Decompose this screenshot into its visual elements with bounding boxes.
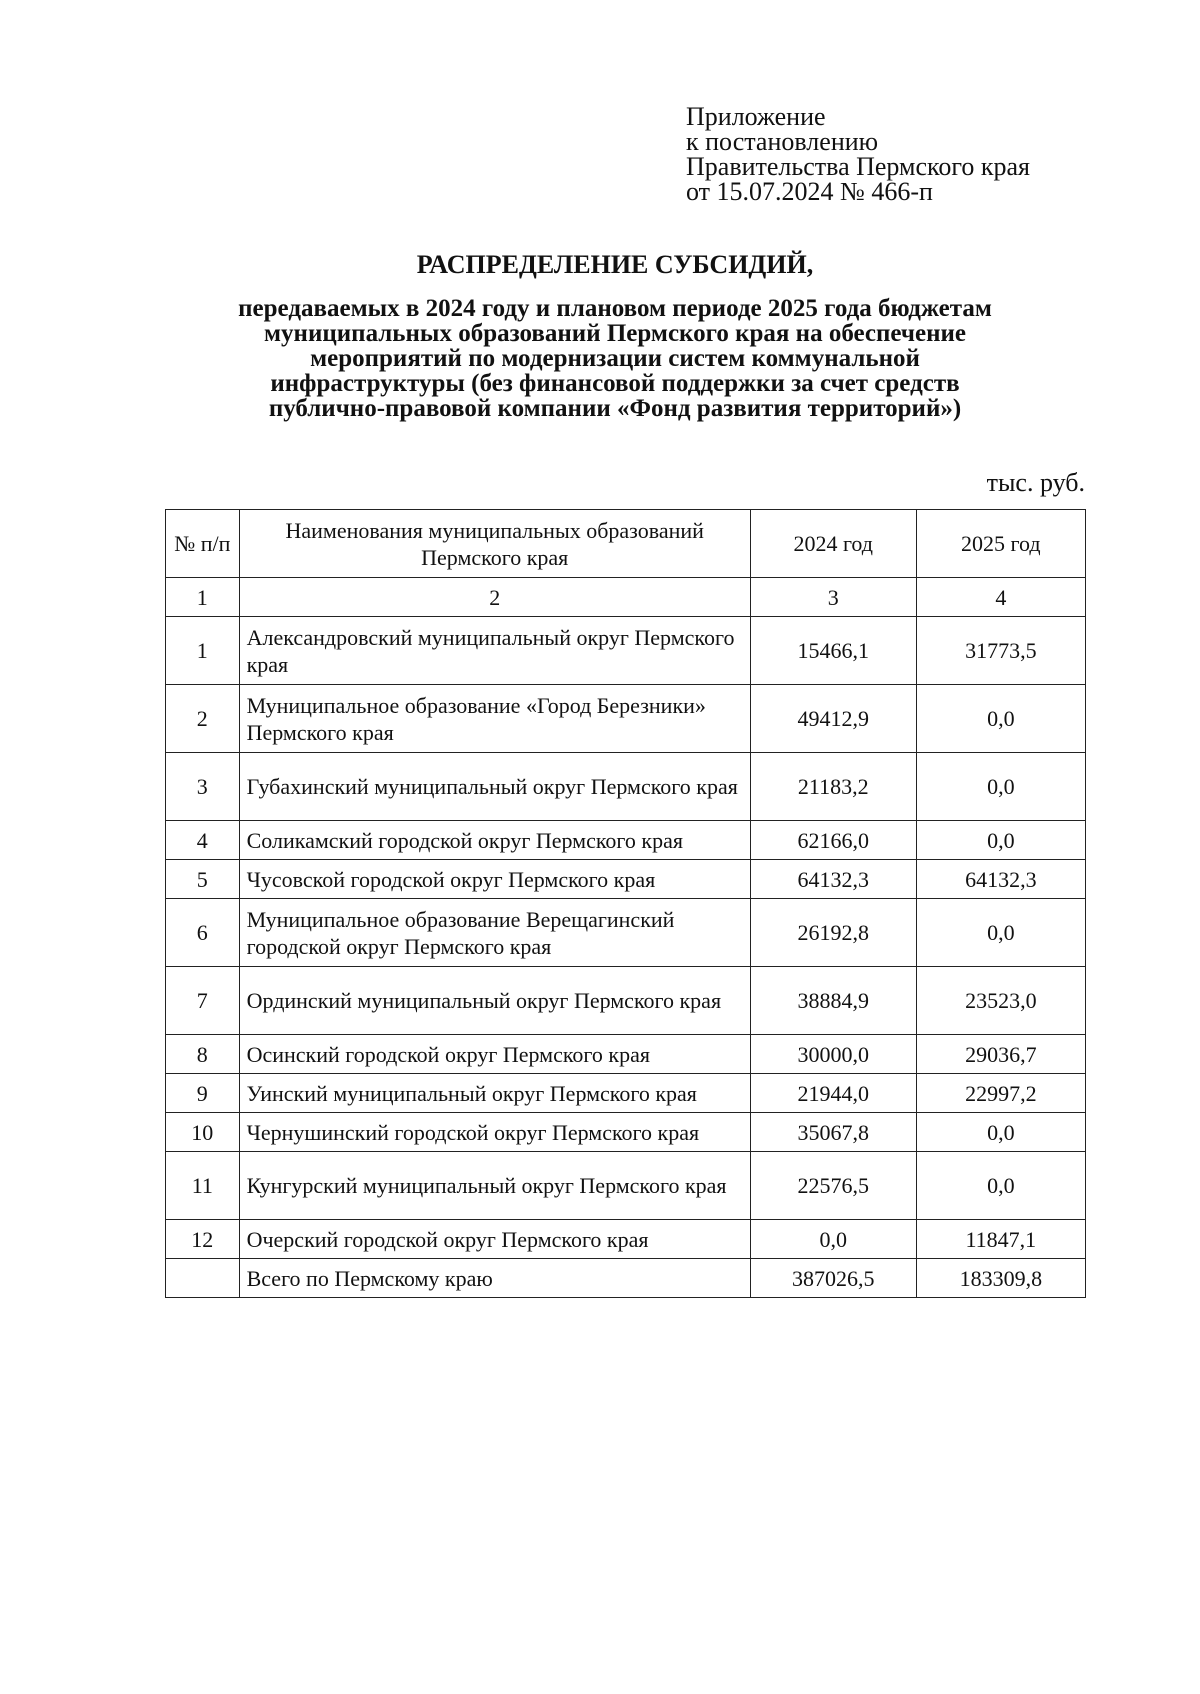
table-row bbox=[166, 899, 1086, 967]
header-name: Наименования муниципальных образований Пермского края bbox=[239, 510, 750, 578]
row-num: 4 bbox=[166, 821, 240, 860]
row-2024: 0,0 bbox=[750, 1220, 916, 1259]
row-num: 12 bbox=[166, 1220, 240, 1259]
row-num: 9 bbox=[166, 1074, 240, 1113]
row-2025: 0,0 bbox=[916, 1152, 1085, 1220]
row-2025: 31773,5 bbox=[916, 617, 1085, 685]
row-2024: 26192,8 bbox=[750, 899, 916, 967]
row-2025: 64132,3 bbox=[916, 860, 1085, 899]
document-title: РАСПРЕДЕЛЕНИЕ СУБСИДИЙ, bbox=[416, 250, 814, 279]
header-2025: 2025 год bbox=[916, 510, 1085, 578]
subtitle-line: передаваемых в 2024 году и плановом периоде 2025 года бюджетам bbox=[238, 295, 992, 322]
subtitle-line: публично-правовой компании «Фонд развития территорий») bbox=[268, 395, 962, 422]
row-num: 6 bbox=[166, 899, 240, 967]
header-2024: 2024 год bbox=[750, 510, 916, 578]
row-2024: 35067,8 bbox=[750, 1113, 916, 1152]
row-name: Уинский муниципальный округ Пермского края bbox=[239, 1074, 750, 1113]
total-label: Всего по Пермскому краю bbox=[239, 1259, 750, 1298]
table-row bbox=[166, 685, 1086, 753]
document-subtitle bbox=[150, 296, 1080, 421]
row-name: Ординский муниципальный округ Пермского края bbox=[239, 967, 750, 1035]
row-2025: 0,0 bbox=[916, 821, 1085, 860]
row-name: Муниципальное образование Верещагинский городской округ Пермского края bbox=[239, 899, 750, 967]
row-name: Александровский муниципальный округ Пермского края bbox=[239, 617, 750, 685]
header-num: № п/п bbox=[166, 510, 240, 578]
table-row bbox=[166, 617, 1086, 685]
row-name: Губахинский муниципальный округ Пермского края bbox=[239, 753, 750, 821]
row-2024: 15466,1 bbox=[750, 617, 916, 685]
attachment-line: Приложение bbox=[686, 102, 826, 131]
attachment-line: от 15.07.2024 № 466-п bbox=[686, 177, 933, 206]
total-num bbox=[166, 1259, 240, 1298]
table-row bbox=[166, 753, 1086, 821]
table-row bbox=[166, 860, 1086, 899]
units-label: тыс. руб. bbox=[986, 468, 1085, 497]
subsidy-table bbox=[165, 509, 1086, 1298]
row-num: 3 bbox=[166, 753, 240, 821]
row-2024: 22576,5 bbox=[750, 1152, 916, 1220]
row-2025: 11847,1 bbox=[916, 1220, 1085, 1259]
subtitle-line: инфраструктуры (без финансовой поддержки за счет средств bbox=[270, 370, 960, 397]
subtitle-line: муниципальных образований Пермского края на обеспечение bbox=[264, 320, 966, 347]
total-2025: 183309,8 bbox=[916, 1259, 1085, 1298]
row-name: Чернушинский городской округ Пермского края bbox=[239, 1113, 750, 1152]
row-2025: 29036,7 bbox=[916, 1035, 1085, 1074]
attachment-note bbox=[686, 104, 1030, 204]
row-2024: 21183,2 bbox=[750, 753, 916, 821]
row-2025: 0,0 bbox=[916, 685, 1085, 753]
table-total-row bbox=[166, 1259, 1086, 1298]
row-name: Очерский городской округ Пермского края bbox=[239, 1220, 750, 1259]
row-2025: 0,0 bbox=[916, 753, 1085, 821]
row-2024: 64132,3 bbox=[750, 860, 916, 899]
table-header-row bbox=[166, 510, 1086, 578]
row-num: 1 bbox=[166, 617, 240, 685]
table-row bbox=[166, 1152, 1086, 1220]
col-index: 1 bbox=[166, 578, 240, 617]
row-num: 11 bbox=[166, 1152, 240, 1220]
row-2024: 49412,9 bbox=[750, 685, 916, 753]
table-row bbox=[166, 1074, 1086, 1113]
row-2024: 62166,0 bbox=[750, 821, 916, 860]
subtitle-line: мероприятий по модернизации систем коммунальной bbox=[310, 345, 920, 372]
row-2024: 38884,9 bbox=[750, 967, 916, 1035]
row-num: 10 bbox=[166, 1113, 240, 1152]
attachment-line: Правительства Пермского края bbox=[686, 152, 1030, 181]
table-row bbox=[166, 967, 1086, 1035]
row-num: 2 bbox=[166, 685, 240, 753]
row-num: 7 bbox=[166, 967, 240, 1035]
table-row bbox=[166, 1113, 1086, 1152]
table-row bbox=[166, 821, 1086, 860]
row-2025: 0,0 bbox=[916, 1113, 1085, 1152]
row-2025: 22997,2 bbox=[916, 1074, 1085, 1113]
col-index: 3 bbox=[750, 578, 916, 617]
table-row bbox=[166, 1220, 1086, 1259]
row-num: 5 bbox=[166, 860, 240, 899]
row-name: Соликамский городской округ Пермского края bbox=[239, 821, 750, 860]
row-2025: 23523,0 bbox=[916, 967, 1085, 1035]
row-name: Кунгурский муниципальный округ Пермского края bbox=[239, 1152, 750, 1220]
row-name: Муниципальное образование «Город Березники» Пермского края bbox=[239, 685, 750, 753]
col-index: 4 bbox=[916, 578, 1085, 617]
column-index-row bbox=[166, 578, 1086, 617]
col-index: 2 bbox=[239, 578, 750, 617]
table-row bbox=[166, 1035, 1086, 1074]
row-2025: 0,0 bbox=[916, 899, 1085, 967]
row-2024: 21944,0 bbox=[750, 1074, 916, 1113]
row-name: Чусовской городской округ Пермского края bbox=[239, 860, 750, 899]
row-name: Осинский городской округ Пермского края bbox=[239, 1035, 750, 1074]
row-2024: 30000,0 bbox=[750, 1035, 916, 1074]
total-2024: 387026,5 bbox=[750, 1259, 916, 1298]
row-num: 8 bbox=[166, 1035, 240, 1074]
attachment-line: к постановлению bbox=[686, 127, 879, 156]
